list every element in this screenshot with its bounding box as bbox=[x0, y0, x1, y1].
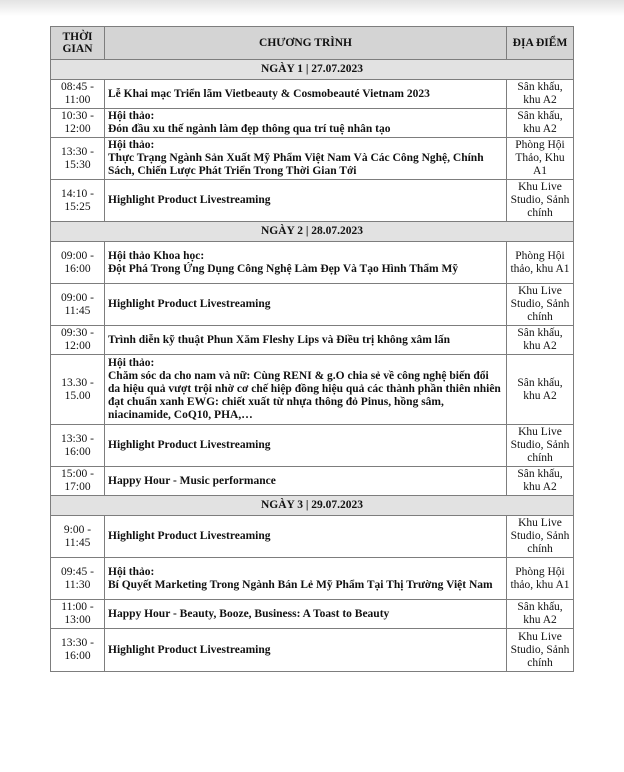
session-time: 09:30 - 12:00 bbox=[51, 326, 105, 355]
session-type-label: Hội thảo: bbox=[108, 139, 155, 151]
header-program: CHƯƠNG TRÌNH bbox=[105, 27, 507, 60]
session-place: Khu Live Studio, Sảnh chính bbox=[507, 425, 574, 467]
session-place: Khu Live Studio, Sảnh chính bbox=[507, 284, 574, 326]
session-program-cell bbox=[105, 629, 507, 672]
session-program: Highlight Product Livestreaming bbox=[108, 194, 271, 206]
page-top-shadow bbox=[0, 0, 624, 16]
session-time: 14:10 - 15:25 bbox=[51, 180, 105, 222]
schedule-row bbox=[51, 180, 574, 222]
schedule-body bbox=[51, 60, 574, 672]
session-program-cell bbox=[105, 326, 507, 355]
session-program-cell bbox=[105, 138, 507, 180]
header-place: ĐỊA ĐIỂM bbox=[507, 27, 574, 60]
schedule-row bbox=[51, 284, 574, 326]
day-label: NGÀY 2 | 28.07.2023 bbox=[51, 222, 574, 242]
session-program: Happy Hour - Music performance bbox=[108, 474, 276, 487]
session-program-cell bbox=[105, 109, 507, 138]
schedule-row bbox=[51, 558, 574, 600]
day-label: NGÀY 3 | 29.07.2023 bbox=[51, 496, 574, 516]
session-type-label: Hội thảo: bbox=[108, 110, 155, 122]
session-program-cell bbox=[105, 600, 507, 629]
session-place: Sân khấu, khu A2 bbox=[507, 355, 574, 425]
session-program-cell bbox=[105, 80, 507, 109]
session-time: 9:00 - 11:45 bbox=[51, 516, 105, 558]
session-program: Trình diễn kỹ thuật Phun Xăm Fleshy Lips và Điều trị không xâm lấn bbox=[108, 333, 450, 346]
session-program: Highlight Product Livestreaming bbox=[108, 439, 271, 451]
session-time: 13:30 - 15:30 bbox=[51, 138, 105, 180]
session-time: 11:00 - 13:00 bbox=[51, 600, 105, 629]
schedule-row bbox=[51, 326, 574, 355]
session-place: Phòng Hội thảo, khu A1 bbox=[507, 242, 574, 284]
day-header-row bbox=[51, 60, 574, 80]
schedule-row bbox=[51, 242, 574, 284]
day-header-row bbox=[51, 496, 574, 516]
day-header-row bbox=[51, 222, 574, 242]
schedule-row bbox=[51, 516, 574, 558]
session-program: Đột Phá Trong Ứng Dụng Công Nghệ Làm Đẹp Và Tạo Hình Thẩm Mỹ bbox=[108, 262, 459, 275]
session-program: Chăm sóc da cho nam và nữ: Cùng RENI & g.O chia sẻ về công nghệ biến đổi da hiệu quả vượt trội nhờ cơ chế hiệp đồng hiệu quả các thành phần thiên nhiên đạt chuẩn xanh EWG: chiết xuất từ nhựa thông đỏ Pinus, hồng sâm, niacinamide, CoQ10, PHA,… bbox=[108, 370, 501, 421]
session-program: Đón đầu xu thế ngành làm đẹp thông qua trí tuệ nhân tạo bbox=[108, 123, 391, 135]
session-place: Phòng Hội thảo, khu A1 bbox=[507, 558, 574, 600]
session-program: Bí Quyết Marketing Trong Ngành Bán Lẻ Mỹ Phẩm Tại Thị Trường Việt Nam bbox=[108, 578, 493, 591]
session-type-label: Hội thảo: bbox=[108, 565, 155, 578]
day-label: NGÀY 1 | 27.07.2023 bbox=[51, 60, 574, 80]
session-place: Sân khấu, khu A2 bbox=[507, 109, 574, 138]
schedule-row bbox=[51, 138, 574, 180]
table-header-row bbox=[51, 27, 574, 60]
session-program: Thực Trạng Ngành Sản Xuất Mỹ Phẩm Việt Nam Và Các Công Nghệ, Chính Sách, Chiến Lược Phát Triển Trong Thời Gian Tới bbox=[108, 152, 484, 177]
session-time: 09:45 - 11:30 bbox=[51, 558, 105, 600]
session-type-label: Hội thảo Khoa học: bbox=[108, 249, 205, 262]
session-program-cell bbox=[105, 355, 507, 425]
schedule-row bbox=[51, 109, 574, 138]
session-place: Khu Live Studio, Sảnh chính bbox=[507, 629, 574, 672]
session-program-cell bbox=[105, 467, 507, 496]
header-time: THỜI GIAN bbox=[51, 27, 105, 60]
session-program-cell bbox=[105, 284, 507, 326]
session-place: Phòng Hội Thảo, Khu A1 bbox=[507, 138, 574, 180]
session-program: Happy Hour - Beauty, Booze, Business: A Toast to Beauty bbox=[108, 607, 390, 620]
session-time: 13:30 - 16:00 bbox=[51, 629, 105, 672]
session-time: 10:30 - 12:00 bbox=[51, 109, 105, 138]
session-place: Sân khấu, khu A2 bbox=[507, 326, 574, 355]
session-program-cell bbox=[105, 425, 507, 467]
schedule-row bbox=[51, 80, 574, 109]
session-place: Khu Live Studio, Sảnh chính bbox=[507, 180, 574, 222]
session-type-label: Hội thảo: bbox=[108, 357, 155, 369]
schedule-row bbox=[51, 467, 574, 496]
session-program: Highlight Product Livestreaming bbox=[108, 643, 271, 656]
session-time: 09:00 - 16:00 bbox=[51, 242, 105, 284]
session-place: Sân khấu, khu A2 bbox=[507, 600, 574, 629]
schedule-row bbox=[51, 355, 574, 425]
session-program-cell bbox=[105, 180, 507, 222]
session-program: Lễ Khai mạc Triển lãm Vietbeauty & Cosmobeauté Vietnam 2023 bbox=[108, 87, 430, 100]
session-program-cell bbox=[105, 242, 507, 284]
schedule-row bbox=[51, 425, 574, 467]
session-time: 08:45 - 11:00 bbox=[51, 80, 105, 109]
session-time: 13:30 - 16:00 bbox=[51, 425, 105, 467]
event-schedule-table bbox=[50, 26, 574, 672]
session-time: 15:00 - 17:00 bbox=[51, 467, 105, 496]
schedule-row bbox=[51, 600, 574, 629]
session-place: Sân khấu, khu A2 bbox=[507, 467, 574, 496]
session-program-cell bbox=[105, 558, 507, 600]
session-place: Khu Live Studio, Sảnh chính bbox=[507, 516, 574, 558]
schedule-row bbox=[51, 629, 574, 672]
session-time: 09:00 - 11:45 bbox=[51, 284, 105, 326]
session-program-cell bbox=[105, 516, 507, 558]
session-time: 13.30 - 15.00 bbox=[51, 355, 105, 425]
session-program: Highlight Product Livestreaming bbox=[108, 298, 271, 310]
session-place: Sân khấu, khu A2 bbox=[507, 80, 574, 109]
session-program: Highlight Product Livestreaming bbox=[108, 530, 271, 542]
